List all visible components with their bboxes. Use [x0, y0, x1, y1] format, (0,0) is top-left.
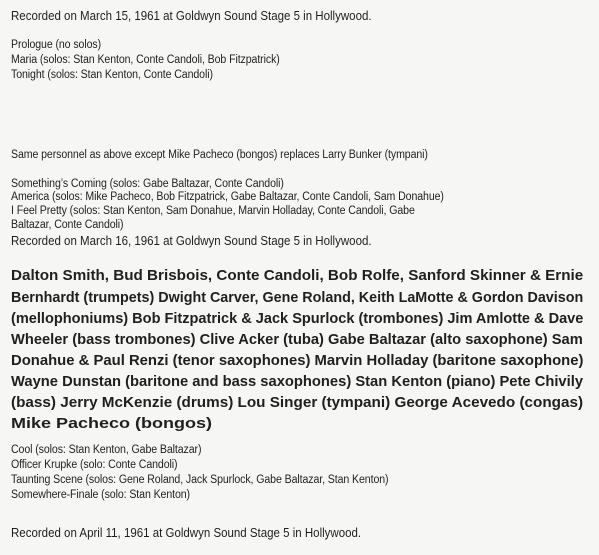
recording-date-3: Recorded on April 11, 1961 at Goldwyn Sound Stage 5 in Hollywood.	[11, 526, 362, 540]
track-taunting-scene: Taunting Scene (solos: Gene Roland, Jack Spurlock, Gabe Baltazar, Stan Kenton)	[11, 474, 389, 486]
track-i-feel-pretty: I Feel Pretty (solos: Stan Kenton, Sam Donahue, Marvin Holladay, Conte Candoli, Gabe	[11, 205, 415, 217]
track-cool: Cool (solos: Stan Kenton, Gabe Baltazar)	[11, 444, 202, 456]
personnel-line: Bernhardt (trumpets) Dwight Carver, Gene Roland, Keith LaMotte & Gordon Davison	[11, 289, 584, 306]
personnel-change-note: Same personnel as above except Mike Pacheco (bongos) replaces Larry Bunker (tympani)	[11, 149, 428, 161]
personnel-line: Dalton Smith, Bud Brisbois, Conte Candoli, Bob Rolfe, Sanford Skinner & Ernie	[11, 267, 584, 284]
track-somethings-coming: Something’s Coming (solos: Gabe Baltazar, Conte Candoli)	[11, 178, 284, 190]
recording-date-2: Recorded on March 16, 1961 at Goldwyn Sound Stage 5 in Hollywood.	[11, 234, 372, 248]
personnel-line: Wayne Dunstan (baritone and bass saxophones) Stan Kenton (piano) Pete Chivily	[11, 373, 584, 390]
personnel-line: Donahue & Paul Renzi (tenor saxophones) Marvin Holladay (baritone saxophone)	[11, 352, 584, 369]
track-prologue: Prologue (no solos)	[11, 39, 102, 51]
personnel-line: (bass) Jerry McKenzie (drums) Lou Singer (tympani) George Acevedo (congas)	[11, 394, 584, 411]
personnel-line: Wheeler (bass trombones) Clive Acker (tuba) Gabe Baltazar (alto saxophone) Sam	[11, 331, 583, 348]
track-america: America (solos: Mike Pacheco, Bob Fitzpatrick, Gabe Baltazar, Conte Candoli, Sam Donahue)	[11, 191, 444, 203]
personnel-line: (mellophoniums) Bob Fitzpatrick & Jack Spurlock (trombones) Jim Amlotte & Dave	[11, 310, 584, 327]
track-tonight: Tonight (solos: Stan Kenton, Conte Candoli)	[11, 69, 213, 81]
recording-date-1: Recorded on March 15, 1961 at Goldwyn Sound Stage 5 in Hollywood.	[11, 9, 372, 23]
track-officer-krupke: Officer Krupke (solo: Conte Candoli)	[11, 459, 178, 471]
personnel-line: Mike Pacheco (bongos)	[11, 415, 213, 432]
track-i-feel-pretty-cont: Baltazar, Conte Candoli)	[11, 219, 124, 231]
track-somewhere-finale: Somewhere-Finale (solo: Stan Kenton)	[11, 489, 190, 501]
track-maria: Maria (solos: Stan Kenton, Conte Candoli, Bob Fitzpatrick)	[11, 54, 280, 66]
